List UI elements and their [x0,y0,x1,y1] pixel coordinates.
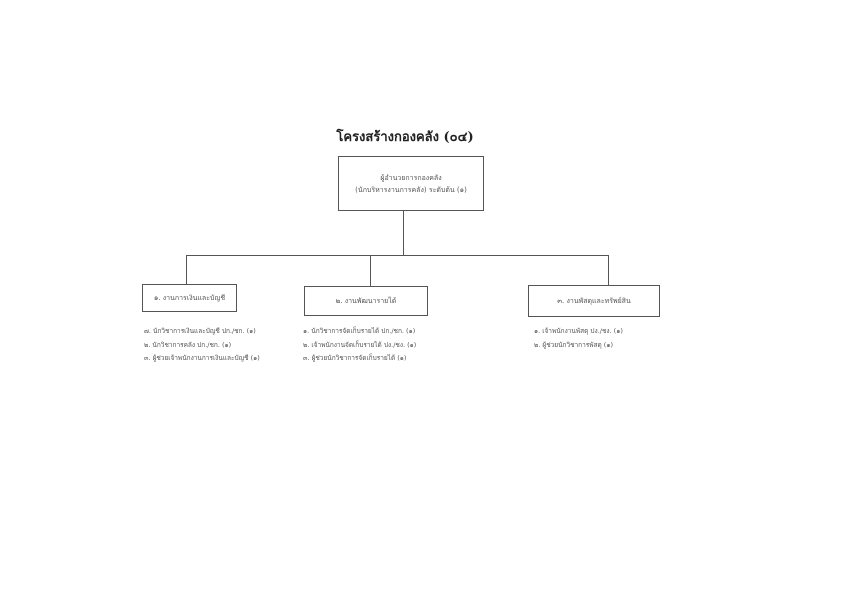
staff-item: ๑. นักวิชาการจัดเก็บรายได้ ปก./ชก. (๑) [303,327,416,335]
connector-vertical-main [403,211,404,255]
unit-label: ๒. งานพัฒนารายได้ [335,297,397,305]
staff-item: ๒. ผู้ช่วยนักวิชาการพัสดุ (๑) [534,340,613,349]
unit-box-revenue [304,286,428,316]
unit-box-finance [142,284,237,312]
staff-item: ๓. ผู้ช่วยนักวิชาการจัดเก็บรายได้ (๑) [303,354,407,362]
director-title: ผู้อำนวยการกองคลัง [380,173,442,182]
staff-item: ๓. ผู้ช่วยเจ้าพนักงานการเงินและบัญชี (๑) [144,354,260,362]
connector-drop-1 [186,255,187,284]
staff-list-revenue [303,325,416,366]
connector-drop-3 [608,255,609,285]
unit-box-supplies [528,285,660,317]
staff-item: ๑. เจ้าพนักงานพัสดุ ปง./ชง. (๑) [534,327,623,335]
staff-item: ๒. นักวิชาการคลัง ปก./ชก. (๑) [144,340,232,349]
director-position: (นักบริหารงานการคลัง) ระดับต้น (๑) [355,185,467,194]
director-box [338,156,484,211]
unit-label: ๓. งานพัสดุและทรัพย์สิน [557,297,631,305]
staff-item: ๗. นักวิชาการเงินและบัญชี ปก./ชก. (๑) [144,327,256,335]
connector-horizontal [186,255,609,256]
unit-label: ๑. งานการเงินและบัญชี [153,294,226,302]
chart-title: โครงสร้างกองคลัง (๐๔) [336,130,474,145]
staff-item: ๒. เจ้าพนักงานจัดเก็บรายได้ ปง./ชง. (๑) [303,340,417,349]
connector-drop-2 [370,255,371,286]
staff-list-finance [144,325,260,366]
staff-list-supplies [534,325,623,352]
